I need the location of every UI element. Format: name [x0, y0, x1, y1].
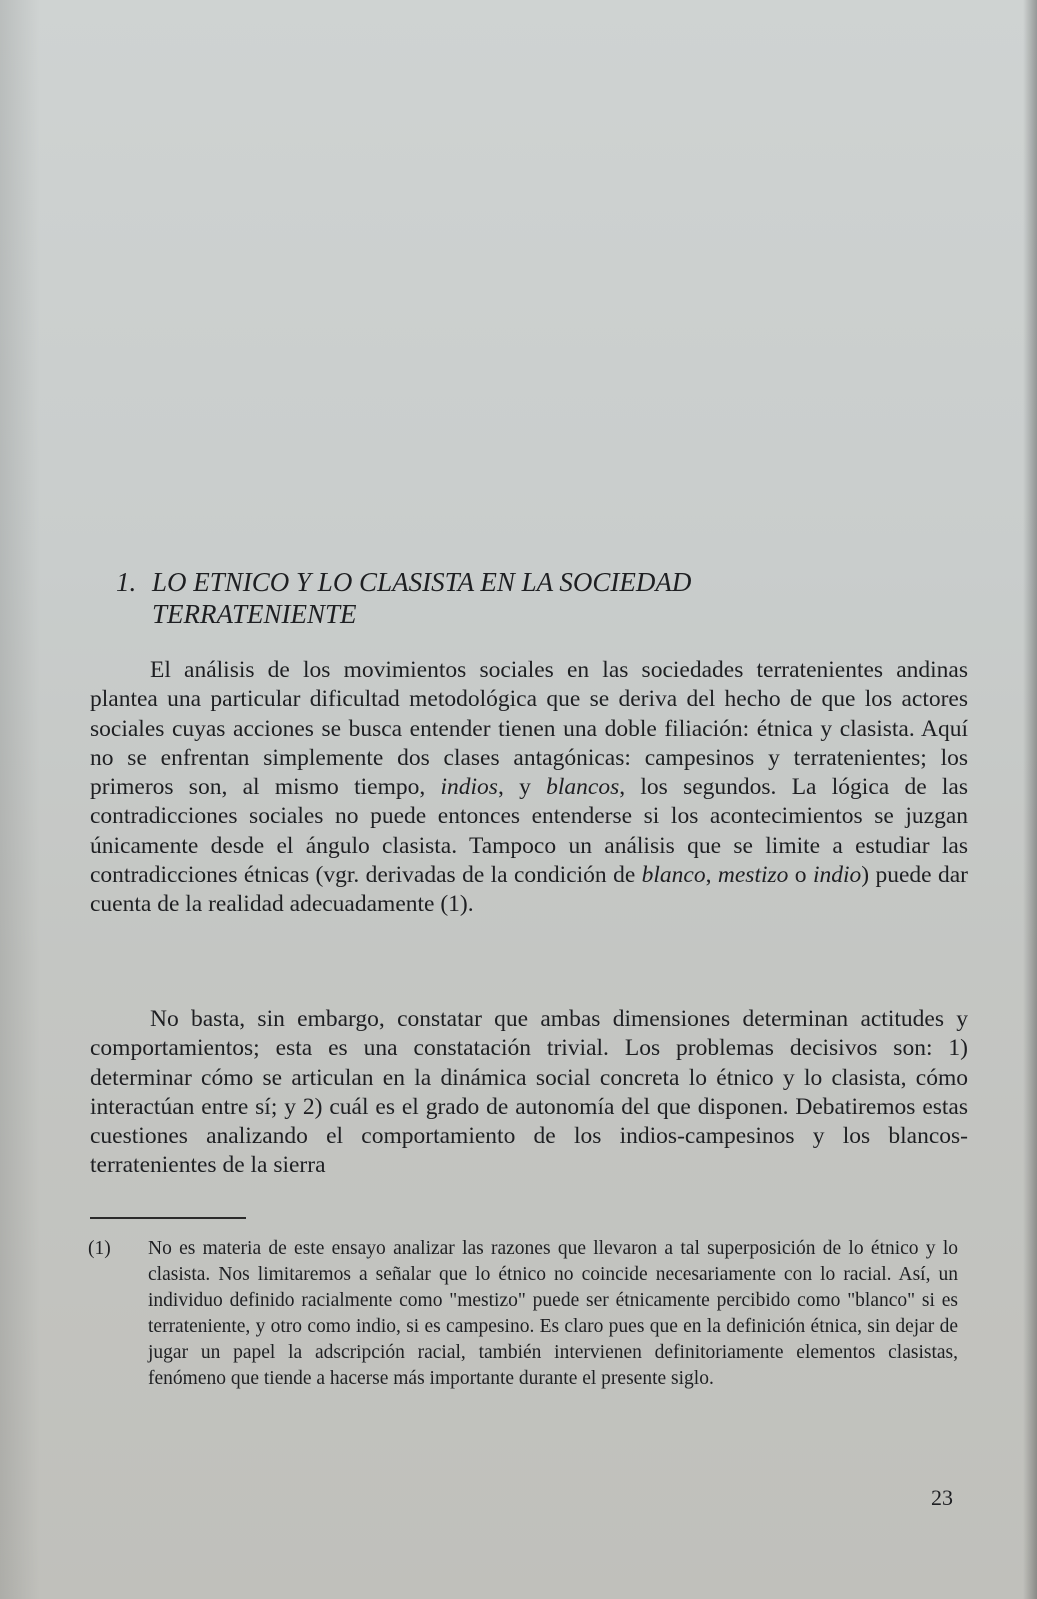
paragraph-1	[90, 656, 968, 920]
page-number: 23	[931, 1485, 953, 1510]
section-heading	[116, 566, 876, 630]
italic-term: indios	[440, 774, 498, 801]
text-run: El análisis de los movimientos sociales en las sociedades terratenientes andinas plantea una particular dificultad metodológica que se deriva del hecho de que los actores sociales cuyas acciones se busca entender tienen una doble filiación: étnica y clasista. Aquí no se enfrentan simplemente dos clases antagónicas: campesinos y terratenientes; los primeros son, al mismo tiempo,	[90, 657, 968, 801]
text-run: , los segundos. La lógica de las contradicciones sociales no puede entonces entenderse si los acontecimientos se juzgan únicamente desde el ángulo clasista. Tampoco un análisis que se limite a estudiar las contradicciones étnicas (vgr. derivadas de la condición de	[90, 774, 969, 889]
footnote-separator	[90, 1217, 246, 1219]
text-run: , y	[497, 774, 547, 801]
section-title: LO ETNICO Y LO CLASISTA EN LA SOCIEDAD TERRATENIENTE	[152, 567, 692, 629]
text-run: ) puede dar cuenta de la realidad adecuadamente (1).	[90, 862, 969, 918]
italic-term: mestizo	[717, 862, 789, 889]
footnote	[88, 1236, 958, 1392]
footnote-text: No es materia de este ensayo analizar las razones que llevaron a tal superposición de lo étnico y lo clasista. Nos limitaremos a señalar que lo étnico no coincide necesariamente con lo racial. Así, un individuo definido racialmente como "mestizo" puede ser étnicamente percibido como "blanco" si es terrateniente, y otro como indio, si es campesino. Es claro pues que en la definición étnica, sin dejar de jugar un papel la adscripción racial, también intervienen definitoriamente elementos clasistas, fenómeno que tiende a hacerse más importante durante el presente siglo.	[148, 1238, 958, 1389]
italic-term: blancos	[546, 774, 620, 801]
text-run: No basta, sin embargo, constatar que ambas dimensiones determinan actitudes y comportamientos; esta es una constatación trivial. Los problemas decisivos son: 1) determinar cómo se articulan en la dinámica social concreta lo étnico y lo clasista, cómo interactúan entre sí; y 2) cuál es el grado de autonomía del que disponen. Debatiremos estas cuestiones analizando el comportamiento de los indios-campesinos y los blancos-terratenientes de la sierra	[90, 1006, 968, 1179]
footnote-marker: (1)	[88, 1238, 111, 1259]
text-run: ,	[705, 862, 718, 889]
italic-term: blanco	[641, 862, 706, 889]
paragraph-2	[90, 1005, 968, 1181]
text-run: o	[788, 862, 813, 889]
italic-term: indio	[812, 862, 862, 889]
section-number: 1.	[116, 567, 137, 597]
